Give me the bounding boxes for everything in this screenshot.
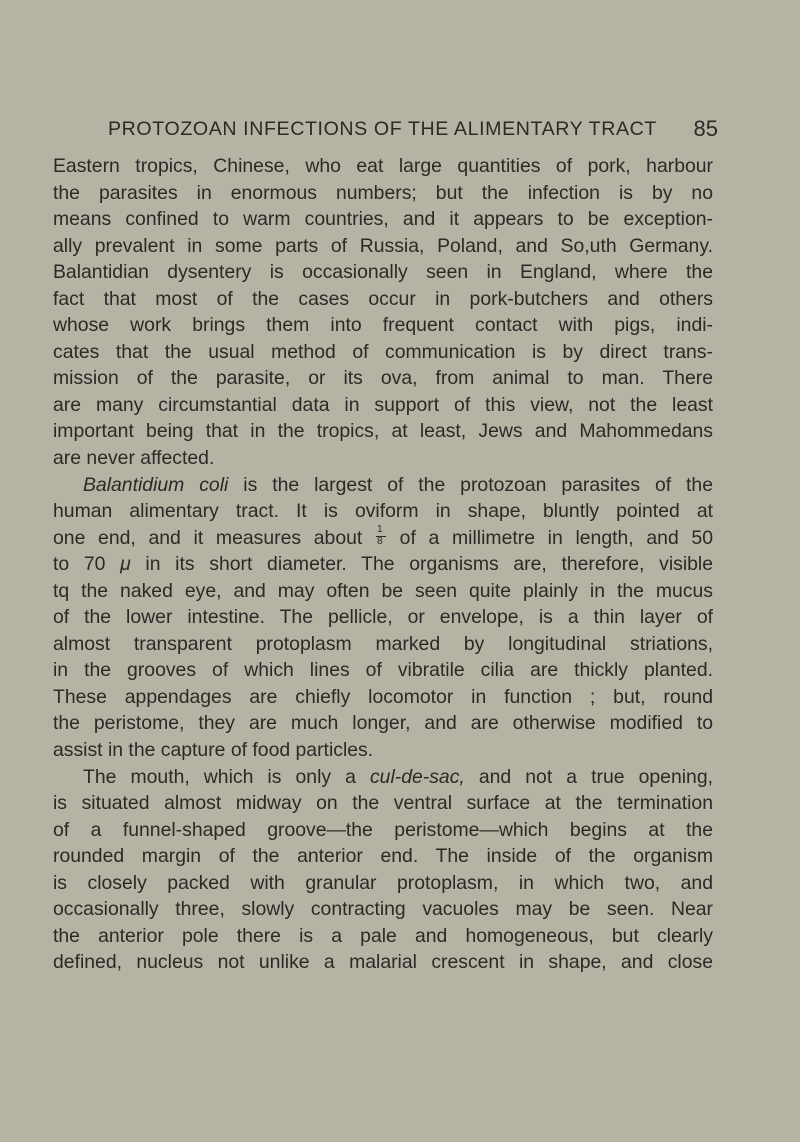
text-line: almost transparent protoplasm marked by longitudinal striations, (53, 632, 713, 655)
text-run: to 70 (53, 553, 121, 576)
text-run: The mouth, which is only a (83, 765, 370, 788)
italic-term: Balantidium coli (83, 473, 229, 496)
text-run: in its short diameter. The organisms are, therefore, visible (130, 553, 714, 576)
text-line: human alimentary tract. It is oviform in shape, bluntly pointed at (53, 500, 713, 523)
text-line: Balantidian dysentery is occasionally seen in England, where the (53, 261, 713, 284)
body-text (53, 153, 713, 976)
text-run: one end, and it measures about (53, 526, 375, 549)
text-run: is the largest of the protozoan parasites of the (228, 473, 713, 496)
text-line: of a funnel-shaped groove—the peristome—which begins at the (53, 818, 713, 841)
text-line: are never affected. (53, 447, 215, 470)
text-line: in the grooves of which lines of vibratile cilia are thickly planted. (53, 659, 713, 682)
text-run: of a millimetre in length, and 50 (386, 526, 713, 549)
text-line: assist in the capture of food particles. (53, 739, 374, 762)
text-line: mission of the parasite, or its ova, from animal to man. There (53, 367, 713, 390)
text-run: and not a true opening, (464, 765, 713, 788)
text-line: is situated almost midway on the ventral surface at the termination (53, 792, 713, 815)
text-line: Eastern tropics, Chinese, who eat large quantities of pork, harbour (53, 155, 713, 177)
page-number: 85 (693, 116, 718, 141)
text-line: occasionally three, slowly contracting vacuoles may be seen. Near (53, 898, 713, 921)
fraction-one-eighth (375, 523, 387, 547)
text-line: tq the naked eye, and may often be seen quite plainly in the mucus (53, 579, 713, 602)
mu-symbol: μ (120, 553, 131, 576)
text-line (53, 472, 713, 499)
running-title: PROTOZOAN INFECTIONS OF THE ALIMENTARY TRACT (108, 118, 657, 140)
fraction-denominator: 8 (376, 535, 383, 547)
text-line: are many circumstantial data in support of this view, not the least (53, 393, 713, 416)
fraction-numerator: 1 (376, 523, 383, 535)
text-line: cates that the usual method of communication is by direct trans- (53, 340, 713, 363)
page-header (66, 115, 718, 143)
text-line: means confined to warm countries, and it appears to be exception- (53, 208, 713, 231)
text-line: ally prevalent in some parts of Russia, Poland, and So,uth Germany. (53, 234, 713, 257)
text-line: fact that most of the cases occur in pork-butchers and others (53, 287, 713, 310)
text-line: is closely packed with granular protoplasm, in which two, and (53, 871, 713, 894)
text-line: the anterior pole there is a pale and homogeneous, but clearly (53, 924, 713, 947)
text-line: rounded margin of the anterior end. The inside of the organism (53, 845, 713, 868)
text-line: important being that in the tropics, at least, Jews and Mahommedans (53, 420, 713, 443)
text-line (53, 525, 713, 552)
text-line: defined, nucleus not unlike a malarial crescent in shape, and close (53, 951, 713, 974)
text-line: the parasites in enormous numbers; but the infection is by no (53, 181, 713, 204)
text-line: of the lower intestine. The pellicle, or envelope, is a thin layer of (53, 606, 713, 629)
italic-term: cul-de-sac, (369, 765, 465, 788)
text-line (53, 551, 713, 578)
text-line: the peristome, they are much longer, and are otherwise modified to (53, 712, 713, 735)
text-line: These appendages are chiefly locomotor in function ; but, round (53, 685, 713, 708)
text-line (53, 764, 713, 791)
text-line: whose work brings them into frequent contact with pigs, indi- (53, 314, 713, 337)
